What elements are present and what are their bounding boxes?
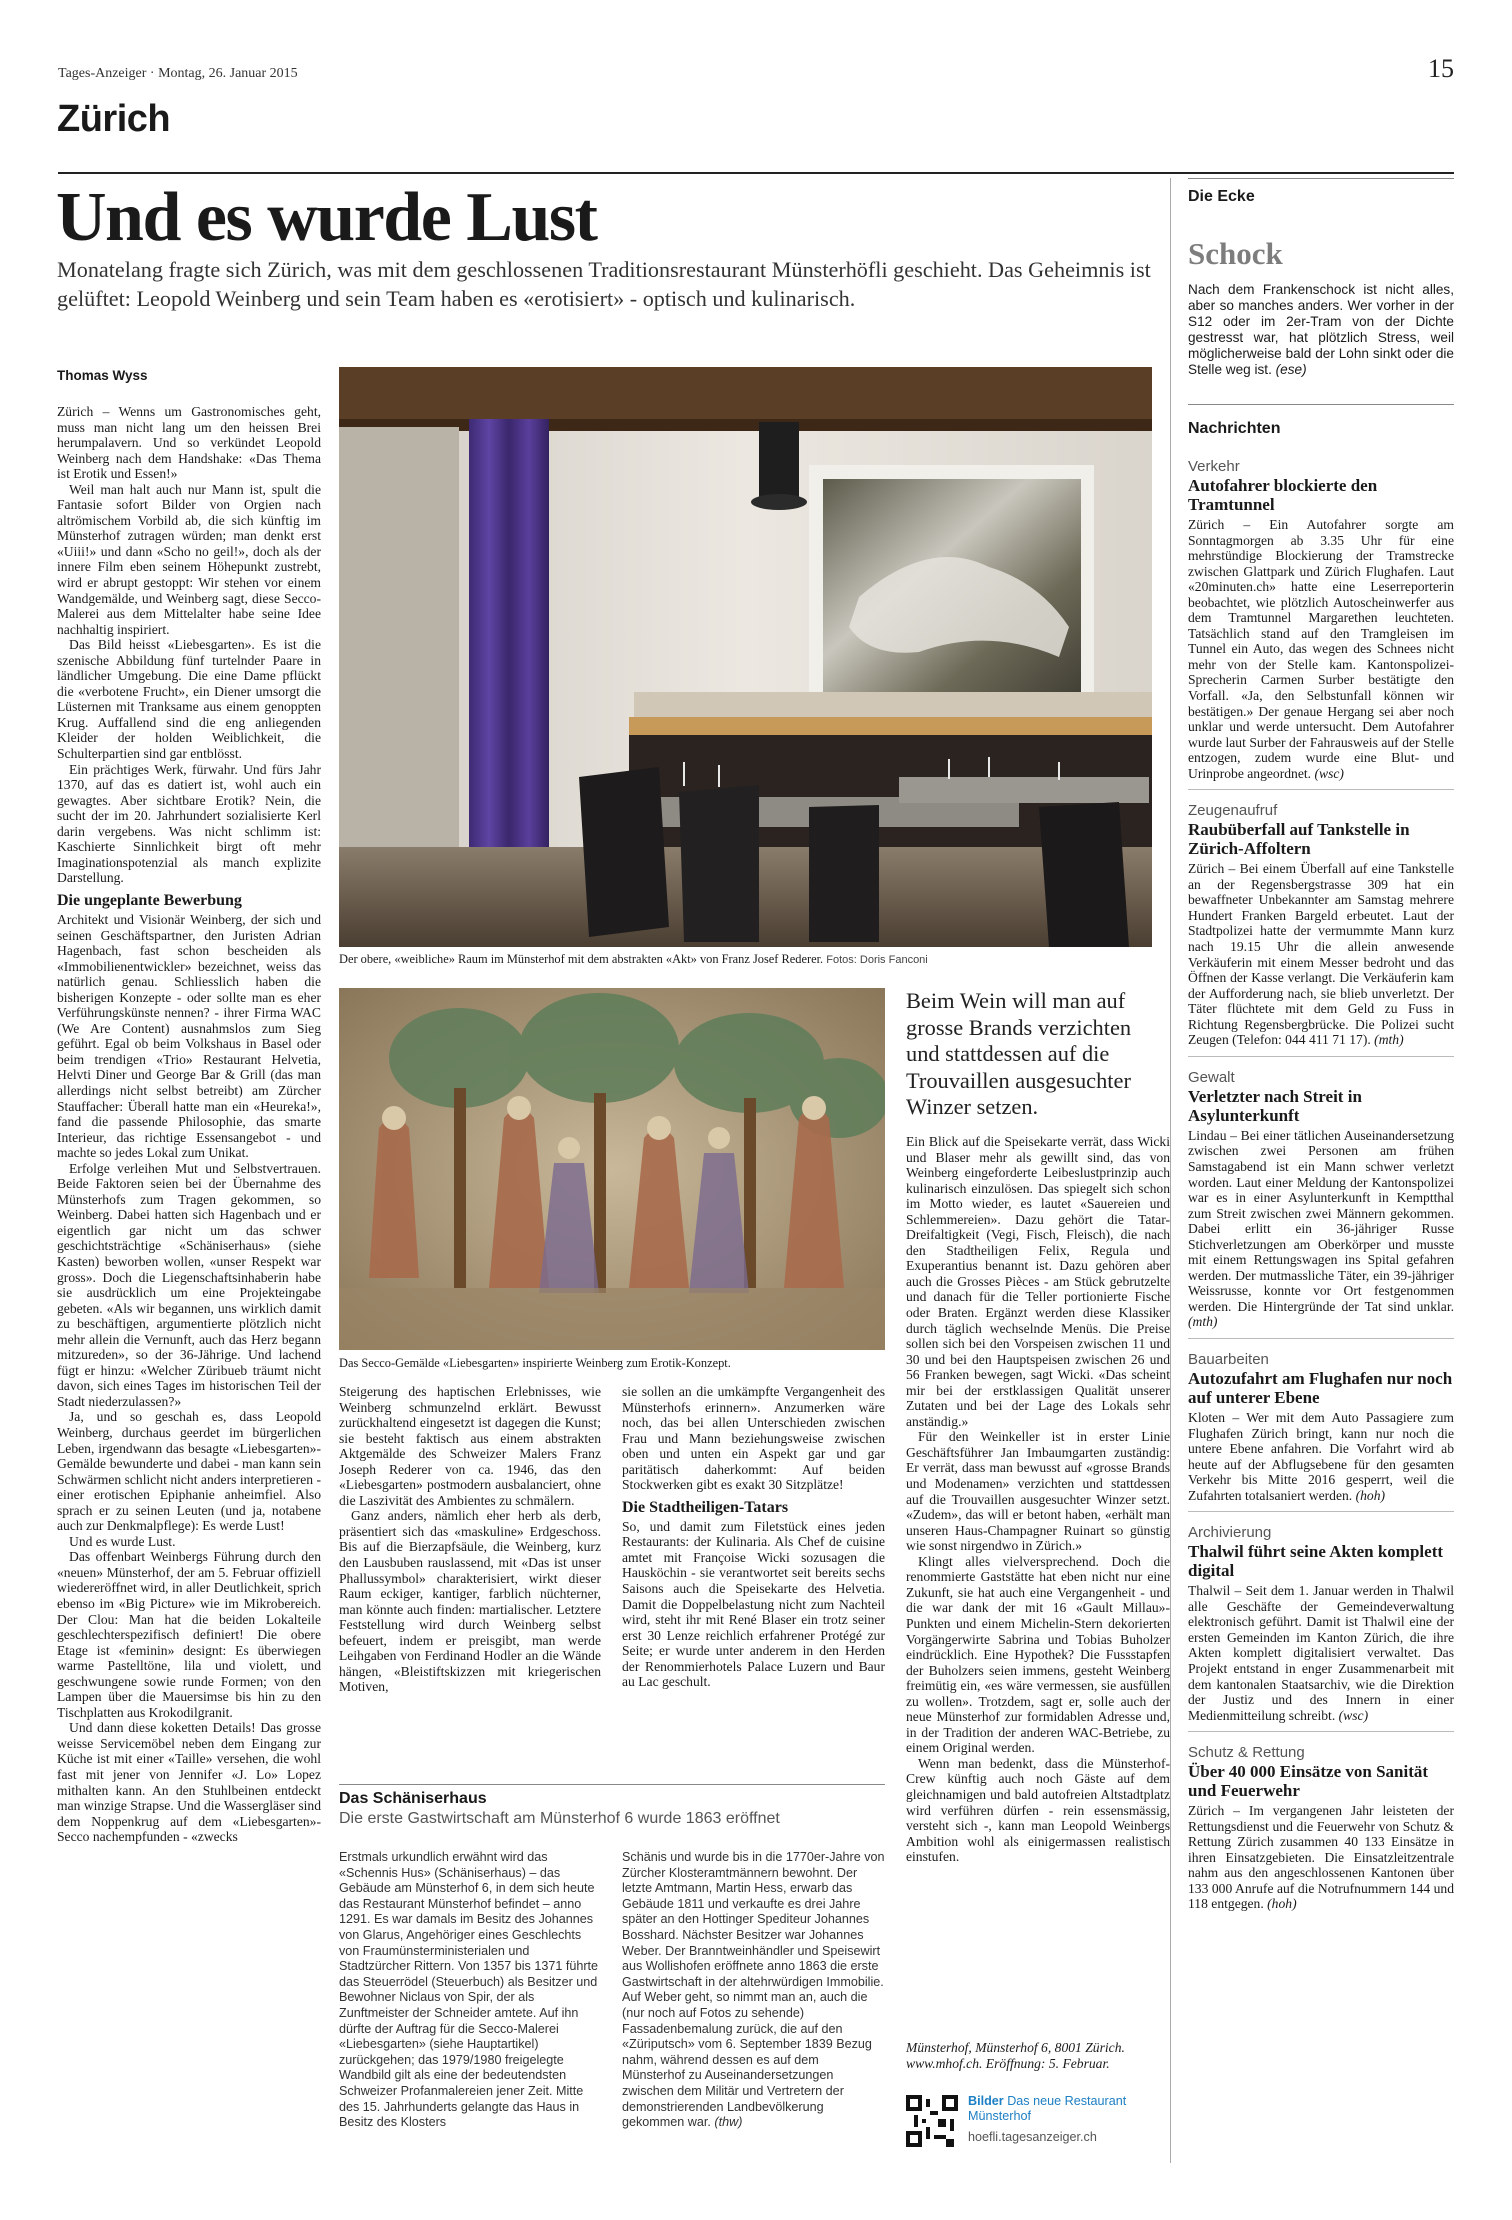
ecke-label: Die Ecke — [1188, 188, 1255, 205]
address-info: Münsterhof, Münsterhof 6, 8001 Zürich. www.mhof.ch. Eröffnung: 5. Februar. — [906, 2040, 1125, 2071]
paragraph: Weil man halt auch nur Mann ist, spult die Fantasie sofort Bilder von Orgien nach altrömischem Vorbild ab, die sich künftig im Münsterhof zutragen würden; man denkt erst «Uiii!» und dann «Scho no geil!», doch als der innere Film eben seinem Höhepunkt zustrebt, wird er abrupt gestoppt: Wir stehen vor einem Wandgemälde, und Weinberg sagt, diese Secco-Malerei aus dem Mittelalter habe seine Idee nachhaltig inspiriert. — [57, 481, 321, 637]
infobox-col2 — [622, 1850, 885, 2160]
infobox-rule — [339, 1784, 885, 1785]
subhead: Die Stadtheiligen-Tatars — [622, 1498, 789, 1516]
subhead: Die ungeplante Bewerbung — [57, 891, 242, 909]
paragraph: Erfolge verleihen Mut und Selbstvertrauen. Beide Faktoren seien bei der Übernahme des Münsterhofs zum Tragen gekommen, so Weinberg. Dabei hatten sich Hagenbach und er eigentlich gar nicht um das schwer geschichtsträchtige «Schäniserhaus» (siehe Kasten) beworben wollen, «unser Respekt war gross». Doch die Liegenschaftsinhaberin habe sie ausdrücklich um eine Projekteingabe gebeten. «Als wir begannen, uns wirklich damit zu beschäftigen, argumentierte plötzlich nicht mehr allein die Vernunft, auch das Herz begann mitzureden», so der 36-Jährige. Und lachend fügt er hinzu: «Welcher Züribueb träumt nicht davon, sich eines Tages im historischen Teil der Stadt niederzulassen?» — [57, 1160, 321, 1409]
pull-quote: Beim Wein will man auf grosse Brands verzichten und stattdessen auf die Trouvaillen ausgesuchter Winzer setzen. — [906, 988, 1132, 1119]
section-title: Zürich — [57, 98, 171, 140]
news-kicker: Schutz & Rettung — [1188, 1744, 1305, 1762]
bilder-url[interactable]: hoefli.tagesanzeiger.ch — [968, 2130, 1097, 2144]
paragraph: Zürich – Wenns um Gastronomisches geht, muss man nicht lang um den heissen Brei herumpalavern. Und so verkündet Leopold Weinberg nach dem Handshake: «Das Thema ist Erotik und Essen!» — [57, 404, 321, 482]
ecke-signature: (ese) — [1275, 362, 1307, 377]
news-title: Autozufahrt am Flughafen nur noch auf unterer Ebene — [1188, 1368, 1453, 1407]
paragraph: Ganz anders, nämlich eher herb als derb, präsentiert sich das «maskuline» Erdgeschoss. Bis auf die Bierzapfsäule, die Weinberg, kurz den Lausbuben rauslassend, mit «Das ist unser Phallussymbol» charakterisiert, wirkt dieser Raum eckiger, kantiger, farblich nüchterner, man könnte auch finden: martialischer. Letztere Feststellung wird durch Weinberg selbst befeuert, indem er preisgibt, man werde Leihgaben von Ferdinand Hodler an die Wände hängen, «Bleistiftskizzen mit kriegerischen Motiven, — [339, 1508, 601, 1695]
paragraph: Ein Blick auf die Speisekarte verrät, dass Wicki und Blaser mehr als gewillt sind, das von Weinberg eingeforderte Leibeslustprinzip auch kulinarisch einzulösen. Das spiegelt sich schon im Motto wieder, es lautet «Sauereien und Schlemmereien». Dazu gehört die Tatar-Dreifaltigkeit (Vegi, Fisch, Fleisch), die nach den Stadtheiligen Felix, Regula und Exuperantius benannt ist. Dazu gehören aber auch die Grosses Pièces - am Stück gebrutzelte und danach für die Teller portionierte Fische oder Braten. Ergänzt werden diese Klassiker durch täglich wechselnde Menüs. Die Preise sollen sich bei den Vorspeisen zwischen 11 und 30 und bei den Hauptspeisen zwischen 26 und 56 Franken bewegen, sagt Wicki. «Das scheint mir bei der erstklassigen Qualität unserer Zutaten und bei der Lage des Lokals sehr anständig.» — [906, 1134, 1170, 1429]
paragraph: Steigerung des haptischen Erlebnisses, wie Weinberg schmunzelnd erklärt. Bewusst zurückhaltend eingesetzt ist dagegen die Kunst; sie besteht faktisch aus einem abstrakten Aktgemälde des Schweizer Malers Franz Joseph Rederer von ca. 1946, das den «Liebesgarten» postmodern ausbalanciert, ohne die Laszivität des Ambientes zu schmälern. — [339, 1384, 601, 1508]
photo-restaurant-interior — [339, 367, 1152, 947]
paragraph: Architekt und Visionär Weinberg, der sich und seinen Geschäftspartner, den Juristen Adrian Hagenbach, fast schon bescheiden als «Immobilienentwickler» bezeichnet, weiss das natürlich genau. Schliesslich haben die bisherigen Konzepte - oder sollte man es eher Verführungskünste nennen? - ihrer Firma WAC (We Are Content) ausnahmslos zum Sieg geführt. Egal ob beim Volkshaus in Basel oder beim trendigen «Trio» Restaurant Helvetia, Helvti Diner und George Bar & Grill (das man allerdings nicht selbst betreibt) am Zürcher Stauffacher: Überall hatte man ein «Heureka!», fand die passende Philosophie, das smarte Interieur, das richtige Essensangebot - und machte so jedes Lokal zum Unikat. — [57, 911, 321, 1161]
news-title: Thalwil führt seine Akten komplett digital — [1188, 1542, 1444, 1581]
photo1-caption-text: Der obere, «weibliche» Raum im Münsterhof mit dem abstrakten «Akt» von Franz Josef Rederer. — [339, 952, 824, 966]
paper-dateline: Tages-Anzeiger · Montag, 26. Januar 2015 — [58, 66, 298, 81]
news-body: Thalwil – Seit dem 1. Januar werden in Thalwil alle Geschäfte der Gemeindeverwaltung elektronisch geführt. Damit ist Thalwil eine der ersten Gemeinden im Kanton Zürich, die ihre Akten komplett digitalisiert verwaltet. Das Projekt entstand in enger Zusammenarbeit mit dem kantonalen Staatsarchiv, wie die Direktion der Justiz und des Innern in einer Medienmitteilung schreibt. (wsc) — [1188, 1583, 1454, 1723]
sidebar-top-rule — [1188, 178, 1454, 179]
paragraph: Für den Weinkeller ist in erster Linie Geschäftsführer Jan Imbaumgarten zuständig: Er verrät, dass man bewusst auf «grosse Brands und Modenamen» verzichten und stattdessen auf die Trouvaillen ausgesuchter Winzer setzt. «Zudem», das will er betont haben, «erhält man unseren Haus-Champagner Ruinart so günstig wie sonst nirgendwo in Zürich.» — [906, 1429, 1170, 1554]
news-kicker: Archivierung — [1188, 1524, 1272, 1542]
qr-code[interactable] — [906, 2095, 958, 2147]
news-item — [1188, 458, 1454, 781]
page-number: 15 — [1428, 54, 1454, 83]
news-body: Zürich – Ein Autofahrer sorgte am Sonntagmorgen ab 3.35 Uhr für eine mehrstündige Blockierung der Tramstrecke zwischen Glattpark und Zürich Flughafen. Laut «20minuten.ch» hatte eine Leserreporterin beobachtet, wie plötzlich Autoscheinwerfer aus dem Tramtunnel Margarethen leuchteten. Tatsächlich stand auf den Tramgleisen im Tunnel ein Auto, das wegen des Schnees nicht mehr von der Stelle kam. Kantonspolizei-Sprecherin Carmen Surber bestätigte den Vorfall. «Ja, den Selbstunfall können wir bestätigen.» Der genaue Hergang sei aber noch unklar und werde untersucht. Dem Autofahrer wurde laut Surber der Fahrausweis auf der Stelle entzogen, zudem wurde eine Blut- und Urinprobe angeordnet. (wsc) — [1188, 517, 1454, 781]
news-label: Nachrichten — [1188, 420, 1281, 437]
news-body: Lindau – Bei einer tätlichen Auseinandersetzung zwischen zwei Personen am frühen Samstagabend ist ein Mann schwer verletzt worden. Laut einer Meldung der Kantonspolizei war es in einer Asylunterkunft in Kemptthal zum Streit zwischen zwei Männern gekommen. Dabei erlitt ein 36-jähriger Russe Stichverletzungen am Oberkörper und musste mit einem Rettungswagen ins Spital gefahren werden. Der mutmassliche Täter, ein 39-jähriger Weissrusse, konnte vor Ort festgenommen werden. Die Hintergründe der Tat sind unklar. (mth) — [1188, 1127, 1454, 1330]
news-title: Verletzter nach Streit in Asylunterkunft — [1188, 1086, 1362, 1125]
photo-liebesgarten-fresco — [339, 988, 885, 1350]
infobox-title: Das Schäniserhaus — [339, 1790, 487, 1807]
infobox-subtitle: Die erste Gastwirtschaft am Münsterhof 6 wurde 1863 eröffnet — [339, 1810, 780, 1827]
paragraph: Ein prächtiges Werk, fürwahr. Und fürs Jahr 1370, auf das es datiert ist, wohl auch ein gewagtes. Aber sichtbare Erotik? Nein, die sucht der im 20. Jahrhundert sozialisierte Kerl darin vergebens. Was nicht schlimm ist: Kaschierte Sinnlichkeit birgt oft mehr Imaginationspotenzial als manch explizite Darstellung. — [57, 761, 321, 886]
author: Thomas Wyss — [57, 368, 148, 383]
news-title: Autofahrer blockierte den Tramtunnel — [1188, 476, 1378, 514]
news-item — [1188, 802, 1454, 1048]
infobox-col1 — [339, 1850, 601, 2160]
photo1-credit: Fotos: Doris Fanconi — [826, 954, 928, 966]
news-kicker: Bauarbeiten — [1188, 1350, 1269, 1368]
ecke-title: Schock — [1188, 236, 1283, 271]
news-kicker: Verkehr — [1188, 458, 1240, 475]
paragraph: Und es wurde Lust. — [69, 1533, 176, 1549]
news-top-rule — [1188, 404, 1454, 405]
bilder-label: Bilder — [968, 2094, 1004, 2108]
news-list — [1188, 446, 1454, 2176]
header-rule — [58, 172, 1454, 174]
news-body: Kloten – Wer mit dem Auto Passagiere zum Flughafen Zürich bringt, kann nur noch die untere Ebene anfahren. Die Vorfahrt wird ab heute auf der Abflugsebene für den gesamten Verkehr bis Mitte 2016 gesperrt, weil die Zufahrten totalsaniert werden. (hoh) — [1188, 1409, 1454, 1503]
headline: Und es wurde Lust — [56, 179, 597, 256]
photo2-caption: Das Secco-Gemälde «Liebesgarten» inspirierte Weinberg zum Erotik-Konzept. — [339, 1356, 731, 1370]
column-divider — [1170, 178, 1171, 2163]
news-kicker: Zeugenaufruf — [1188, 802, 1278, 820]
bilder-text: Das neue Restaurant Münsterhof — [968, 2094, 1127, 2123]
news-title: Über 40 000 Einsätze von Sanität und Feuerwehr — [1188, 1762, 1429, 1801]
news-body: Zürich – Bei einem Überfall auf eine Tankstelle an der Regensbergstrasse 309 hat ein bewaffneter Unbekannter am Samstag mehrere Hundert Franken Bargeld erbeutet. Laut der Stadtpolizei hatte der vermummte Mann kurz nach 19.15 Uhr die allein anwesende Verkäuferin mit einem Messer bedroht und das Öffnen der Kasse verlangt. Die Verkäuferin kam der Aufforderung nach, sie blieb unverletzt. Der Täter flüchtete mit dem Geld zu Fuss in Richtung Regensbergbrücke. Die Polizei sucht Zeugen (Telefon: 044 411 71 17). (mth) — [1188, 861, 1454, 1048]
paragraph: sie sollen an die umkämpfte Vergangenheit des Münsterhofs erinnern». Anzumerken wäre noch, das bei allen Unterschieden zwischen Frau und Mann beziehungsweise zwischen oben und unten ein Aspekt gar und gar paritätisch daherkommt: Auf beiden Stockwerken gibt es exakt 30 Sitzplätze! — [622, 1384, 885, 1493]
news-title: Raubüberfall auf Tankstelle in Zürich-Affoltern — [1188, 820, 1410, 859]
paragraph: Klingt alles vielversprechend. Doch die renommierte Gaststätte hat eben nicht nur eine Zukunft, sie hat auch eine Vergangenheit - und die war dank der mit 16 «Gault Millau»-Punkten und einem Michelin-Stern dekorierten Vorgängerwirte Sabrina und Tobias Buholzer eindrücklich. Eine Hypothek? Die Fussstapfen der Buholzers seien immens, gesteht Weinberg freimütig ein, «es wäre vermessen, sie ausfüllen zu wollen». Trotzdem, sagt er, solle auch der neue Münsterhof zur formidablen Adresse und, in der Tradition der anderen WAC-Betriebe, zu einem Original werden. — [906, 1553, 1170, 1756]
news-body: Zürich – Im vergangenen Jahr leisteten der Rettungsdienst und die Feuerwehr von Schutz & Rettung Zürich zusammen 40 133 Einsätze in ihren Einsatzgebieten. Die Einsatzleitzentrale nahm aus den angeschlossenen Kantonen über 133 000 Anrufe auf die Notrufnummern 144 und 118 entgegen. (hoh) — [1188, 1803, 1454, 1912]
infobox-text: Schänis und wurde bis in die 1770er-Jahre von Zürcher Klosteramtmännern bewohnt. Der letzte Amtmann, Martin Hess, erwarb das Gebäude 1811 und verkaufte es drei Jahre später an den Hottinger Spediteur Johannes Bosshard. Nächster Besitzer war Johannes Weber. Der Branntweinhändler und Speisewirt aus Wollishofen eröffnete anno 1863 die erste Gastwirtschaft in der altehrwürdigen Immobilie. Auf Weber geht, so nimmt man an, auch die (nur noch auf Fotos zu sehende) Fassadenbemalung zurück, die auf den «Züriputsch» vom 6. September 1839 Bezug nahm, während dessen es auf dem Münsterhof zu Auseinandersetzungen zwischen dem Militär und Vertretern der demonstrierenden Landbevölkerung gekommen war. — [622, 1850, 885, 2130]
article-col3 — [622, 1384, 885, 1774]
news-item — [1188, 1069, 1454, 1330]
news-item — [1188, 1524, 1454, 1723]
article-col4 — [906, 1134, 1170, 2034]
paragraph: Wenn man bedenkt, dass die Münsterhof-Crew künftig auch noch Gäste auf dem gleichnamigen und bald autofreien Altstadtplatz wird verführen dürfen - rein essensmässig, versteht sich -, kann man Leopold Weinbergs Ambition wohl als einigermassen realistisch einstufen. — [906, 1755, 1170, 1865]
lead: Monatelang fragte sich Zürich, was mit dem geschlossenen Traditionsrestaurant Münsterhöfli geschieht. Das Geheimnis ist gelüftet: Leopold Weinberg und sein Team haben es «erotisiert» - optisch und kulinarisch. — [57, 257, 1151, 311]
news-kicker: Gewalt — [1188, 1068, 1235, 1086]
news-item — [1188, 1744, 1454, 1912]
paragraph: Das Bild heisst «Liebesgarten». Es ist die szenische Abbildung fünf turtelnder Paare in ländlicher Umgebung. Die eine Dame pflückt die «verbotene Frucht», ein Diener umsorgt die Lüsternen mit Tranksame aus einem genoppten Krug. Auffallend sind die eng anliegenden Kleider der holden Weiblichkeit, die Schulterpartien sind gar entblösst. — [57, 637, 321, 762]
paragraph: Ja, und so geschah es, dass Leopold Weinberg, durchaus geerdet im bürgerlichen Leben, irgendwann das besagte «Liebesgarten»-Gemälde bewunderte und dabei - man kann sein Schwärmen schlicht nicht anders interpretieren - einer erotischen Epiphanie anheimfiel. Also sprach er zu seinen Leuten (und ja, notabene auch zur Denkmalpflege): Es werde Lust! — [57, 1409, 321, 1534]
paragraph: Das offenbart Weinbergs Führung durch den «neuen» Münsterhof, der am 5. Februar offiziell wiedereröffnet wird, in aller Deutlichkeit, sprich ebenso im «Big Picture» wie im Mikrobereich. Der Clou: Man hat die beiden Lokalteile geschlechterspezifisch definiert! Die obere Etage ist «feminin» designt: Es überwiegen warme Pastelltöne, lila und violett, und geschwungene sowie runde Formen; von den Lampen über die Mauersimse bis hin zu den Tischplatten aus Krokodilgranit. — [57, 1549, 321, 1720]
news-item — [1188, 1351, 1454, 1503]
ecke-body: Nach dem Frankenschock ist nicht alles, aber so manches anders. Wer vorher in der S12 oder im 2er-Tram von der Dichte gestresst war, hat plötzlich Stress, weil möglicherweise bald der Lohn sinkt oder die Stelle weg ist. — [1188, 282, 1454, 377]
ecke-text — [1188, 282, 1454, 378]
paragraph: Und dann diese koketten Details! Das grosse weisse Servicemöbel neben dem Eingang zur Küche ist mit einer «Taille» versehen, die wohl fast mit jener von Jennifer «J. Lo» Lopez mithalten kann. An den Stuhlbeinen entdeckt man winzige Strapse. Und die Wassergläser sind dem Noppenkrug auf dem «Liebesgarten»-Secco nachempfunden - «zwecks — [57, 1720, 321, 1845]
article-col2 — [339, 1384, 601, 1774]
infobox-signature: (thw) — [714, 2115, 743, 2130]
paragraph: So, und damit zum Filetstück eines jeden Restaurants: der Kulinaria. Als Chef de cuisine amtet mit Françoise Wicki sozusagen die Hausköchin - sie verantwortet seit bereits sechs Saisons auch die Speisekarte des Helvetia. Damit die Doppelbelastung nicht zum Nachteil wird, steht ihr mit René Blaser ein trotz seiner erst 30 Lenze reichlich erfahrener Protégé zur Seite; er wurde unter anderem in den Herden der Renommierhotels Palace Luzern und Baur au Lac geschult. — [622, 1518, 885, 1690]
article-col1 — [57, 404, 321, 2174]
infobox-text: Erstmals urkundlich erwähnt wird das «Schennis Hus» (Schäniserhaus) – das Gebäude am Münsterhof 6, in dem sich heute das Restaurant Münsterhof befindet – anno 1291. Es war damals im Besitz des Johannes von Glarus, Angehöriger eines Geschlechts von Fraumünsterministerialen und Stadtzürcher Rittern. Von 1357 bis 1371 führte das Steuerrödel (Steuerbuch) als Besitzer und Bewohner Niclaus von Spir, der als Zunftmeister der Schneider amtete. Auf ihn dürfte der Auftrag für die Secco-Malerei «Liebesgarten» (siehe Hauptartikel) zurückgehen; das 1979/1980 freigelegte Wandbild gilt als eine der bedeutendsten Schweizer Profanmalereien jener Zeit. Mitte des 15. Jahrhunderts gelangte das Haus in Besitz des Klosters — [339, 1850, 599, 2130]
bilder-link[interactable] — [968, 2094, 1168, 2124]
photo1-caption — [339, 952, 1159, 968]
